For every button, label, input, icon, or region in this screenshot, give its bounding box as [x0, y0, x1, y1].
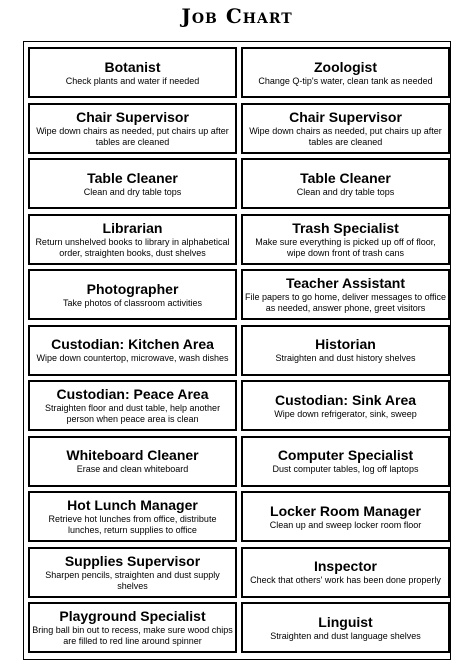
job-description: Erase and clean whiteboard: [76, 464, 189, 474]
job-title: Librarian: [102, 219, 163, 236]
job-description: Sharpen pencils, straighten and dust supply shelves: [45, 569, 220, 591]
job-card: [241, 380, 450, 431]
job-card: [241, 214, 450, 265]
job-description: Clean up and sweep locker room floor: [269, 519, 422, 530]
job-description: Clean and dry table tops: [83, 186, 182, 197]
job-title: Inspector: [313, 558, 377, 574]
job-description: Wipe down chairs as needed, put chairs up after tables are cleaned: [36, 125, 229, 147]
job-description: Dust computer tables, log off laptops: [272, 464, 419, 474]
job-title: Locker Room Manager: [270, 502, 421, 519]
job-card: [241, 47, 450, 98]
job-card: [28, 269, 237, 320]
job-title: Computer Specialist: [277, 447, 414, 463]
job-title: Botanist: [104, 58, 161, 75]
job-title: Trash Specialist: [292, 219, 399, 236]
job-grid: [28, 47, 456, 653]
job-title: Zoologist: [314, 58, 377, 75]
job-title: Custodian: Kitchen Area: [51, 336, 214, 352]
job-description: Bring ball bin out to recess, make sure wood chips are filled to red line around spinner: [32, 625, 233, 646]
job-card: [28, 47, 237, 98]
job-title: Table Cleaner: [300, 169, 391, 186]
job-card: [241, 491, 450, 542]
job-card: [241, 602, 450, 653]
job-card: [28, 436, 237, 487]
job-card: [28, 380, 237, 431]
job-description: Wipe down countertop, microwave, wash dishes: [36, 353, 229, 363]
job-title: Chair Supervisor: [289, 108, 402, 125]
job-title: Linguist: [318, 613, 373, 630]
job-title: Hot Lunch Manager: [67, 497, 198, 513]
job-description: Check that others' work has been done properly: [250, 575, 441, 585]
job-title: Playground Specialist: [59, 608, 206, 624]
job-title: Supplies Supervisor: [64, 552, 201, 569]
job-title: Table Cleaner: [87, 169, 178, 186]
job-description: Check plants and water if needed: [65, 75, 200, 86]
job-description: Wipe down chairs as needed, put chairs up after tables are cleaned: [249, 125, 442, 147]
job-title: Whiteboard Cleaner: [66, 447, 199, 463]
job-card: [241, 103, 450, 154]
job-description: Clean and dry table tops: [296, 186, 395, 197]
job-description: Change Q-tip's water, clean tank as needed: [258, 75, 433, 86]
job-card: [28, 547, 237, 598]
job-card: [241, 325, 450, 376]
job-card: [28, 491, 237, 542]
page-title: Job Chart: [181, 4, 293, 28]
job-title: Teacher Assistant: [285, 275, 406, 291]
job-description: Wipe down refrigerator, sink, sweep: [274, 408, 417, 419]
job-title: Custodian: Peace Area: [56, 386, 209, 402]
job-card: [28, 214, 237, 265]
job-description: Straighten and dust language shelves: [270, 630, 421, 641]
job-description: File papers to go home, deliver messages to office as needed, answer phone, greet visitors: [245, 292, 446, 313]
job-description: Take photos of classroom activities: [62, 297, 203, 308]
job-card: [28, 158, 237, 209]
job-card: [28, 103, 237, 154]
job-title: Historian: [315, 336, 376, 352]
job-title: Chair Supervisor: [76, 108, 189, 125]
job-title: Custodian: Sink Area: [274, 391, 417, 408]
job-card: [241, 436, 450, 487]
job-description: Straighten and dust history shelves: [275, 353, 416, 363]
job-description: Return unshelved books to library in alphabetical order, straighten books, dust shelves: [35, 236, 230, 258]
job-description: Straighten floor and dust table, help another person when peace area is clean: [44, 403, 221, 424]
job-card: [241, 269, 450, 320]
job-card: [28, 602, 237, 653]
job-card: [241, 158, 450, 209]
job-card: [241, 547, 450, 598]
job-card: [28, 325, 237, 376]
job-description: Make sure everything is picked up off of floor, wipe down front of trash cans: [255, 236, 436, 258]
job-title: Photographer: [86, 280, 179, 297]
job-description: Retrieve hot lunches from office, distribute lunches, return supplies to office: [48, 514, 217, 535]
